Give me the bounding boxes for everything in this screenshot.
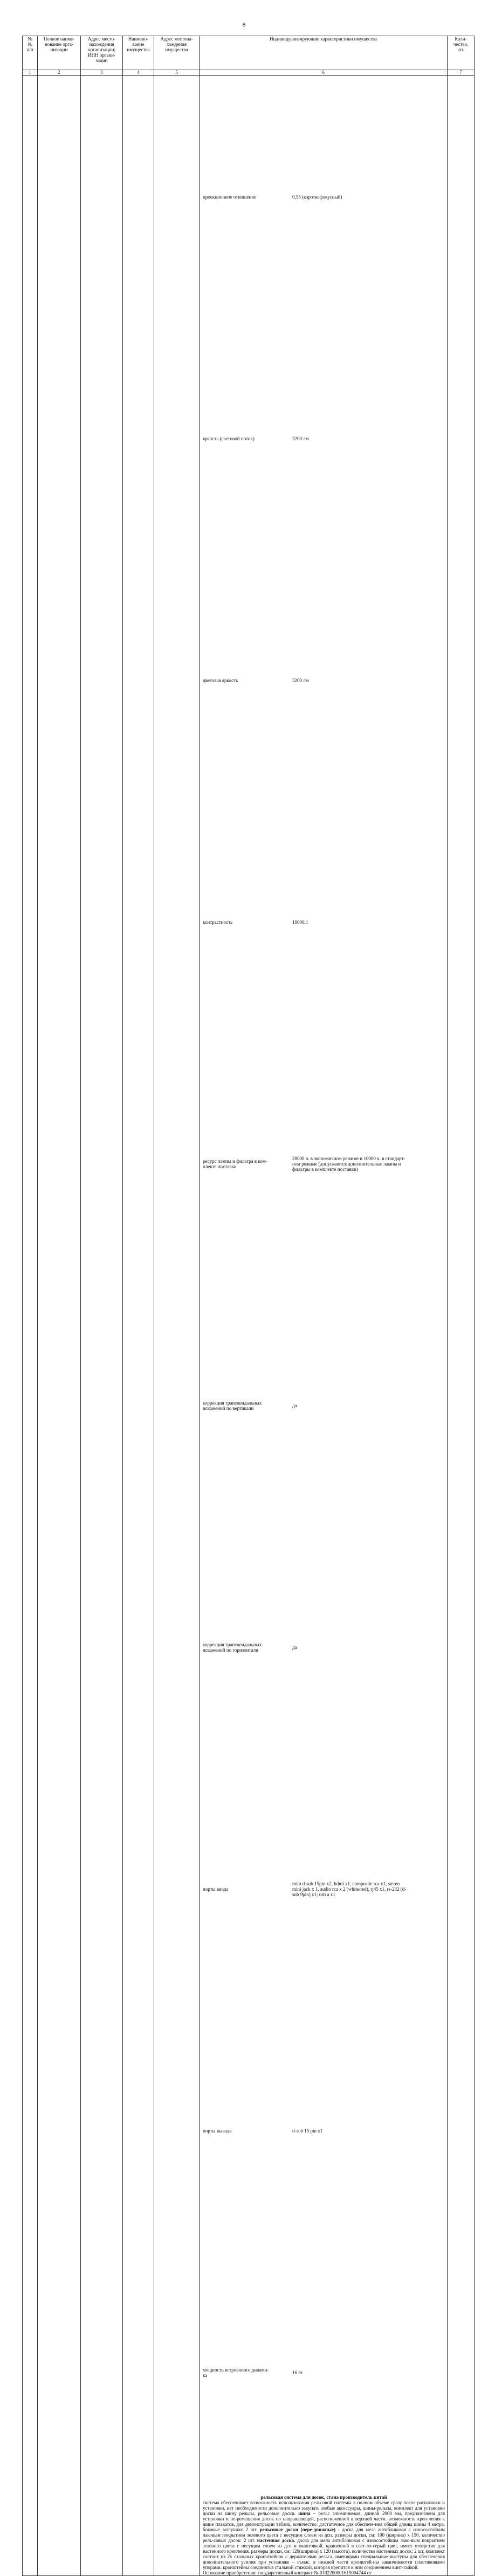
spec-row	[203, 2252, 445, 2493]
column-number: 4	[123, 70, 154, 76]
cell-characteristics	[200, 76, 448, 2576]
column-number-row	[23, 70, 475, 76]
spec-row	[203, 76, 445, 318]
spec-row	[203, 801, 445, 1043]
spec-label: яркость (световой поток)	[203, 436, 255, 441]
spec-value: да	[292, 1645, 297, 1650]
spec-value: mini d-sub 15pin x2, hdmi x1, composite rca x1, stereo mini jack x 1, audio rca x 2 (white/red), rj45 x1, rs-232 (d- sub 9pin) x1; usb a x1	[292, 1881, 407, 1897]
property-table	[22, 36, 475, 2576]
spec-row	[203, 560, 445, 801]
cell-property-address	[154, 76, 200, 2576]
spec-label: мощность встроенного динами- ка	[203, 2367, 269, 2378]
header-org-name: Полное наиме- нование орга- низации	[38, 36, 81, 70]
spec-value: да	[292, 1403, 297, 1408]
acquisition-basis: Основание приобретения: государственный контракт № 0102200001619004744 от	[203, 2570, 372, 2575]
spec-value: 20000 ч. в экономичном режиме и 10000 ч. в стандарт- ном режиме (допускаются дополнительные лампы и фильтры в комплекте поставки)	[292, 1156, 405, 1172]
cell-quantity	[448, 76, 475, 2576]
spec-label: цветовая яркость	[203, 678, 238, 683]
header-quantity: Коли- чество, шт.	[448, 36, 475, 70]
spec-row	[203, 1285, 445, 1526]
column-number: 7	[448, 70, 475, 76]
spec-row	[203, 1768, 445, 2010]
spec-value: d-sub 15 pin x1	[292, 2128, 323, 2134]
spec-row	[203, 1043, 445, 1285]
spec-label: коррекция трапецеидальных искажений по вертикали	[203, 1400, 262, 1411]
cell-number	[23, 76, 38, 2576]
text-run: – рельс алюминиевая, длиной 2000 мм, предназначена для установки и пе-ремещения досок по направляющей, расположенной в верхней части. возможность креп-ления к шине плакатов, для демонстрации таблиц. количество: достаточное для обеспече-ния общей длины шины 4 метра. боковые заглушки: 2 шт.	[203, 2511, 445, 2532]
bold-term: настенная доска.	[257, 2538, 295, 2543]
content-row	[23, 76, 475, 2576]
header-org-address: Адрес место- нахождения организации; ИНН органи- зации	[81, 36, 123, 70]
spec-label: порты вывода	[203, 2128, 232, 2134]
column-number: 1	[23, 70, 38, 76]
spec-label: проекционное отношение	[203, 194, 257, 200]
header-property-address: Адрес местона- хождения имущества	[154, 36, 200, 70]
spec-label: коррекция трапецеидальных искажений по горизонтали	[203, 1642, 262, 1653]
spec-value: 0,55 (короткофокусный)	[292, 194, 342, 200]
header-property-name: Наимено- вание имущества	[123, 36, 154, 70]
spec-value: 16 вт	[292, 2370, 303, 2375]
spec-label: порты ввода	[203, 1886, 229, 1892]
text-run: доска для мела антибликовая с износостойким лако-вым покрытием зеленого цвета с несущим слоем из дсп и окантовкой, крашенной в свет-ло-серый цвет, имеет отверстия для настенного крепления. размеры доски, см: 120(ширина) х 120 (высота). количество настенных досок: 2 шт. комплект состоит из 2х стальных кронштейнов с держателями рельса, имеющими специальные выступы для обеспечения дополнительного усилия при установке – съемс. в нижней части кронштей-ны заканчиваются пластиковыми упорами. кронштейны соединятся стальной стяжкой, которая крепится к ним соединением винт-гайкой.	[203, 2538, 445, 2570]
page-number: 8	[242, 22, 246, 28]
spec-value: 3200 лм	[292, 678, 309, 683]
column-number: 2	[38, 70, 81, 76]
spec-row	[203, 1526, 445, 1768]
spec-row	[203, 2010, 445, 2252]
header-characteristics: Индивидуализирующие характеристики имущества	[200, 36, 448, 70]
spec-value: 3200 лм	[292, 436, 309, 441]
column-number: 3	[81, 70, 123, 76]
cell-org-address	[81, 76, 123, 2576]
description-paragraph	[203, 2500, 445, 2570]
header-number: № № п/п	[23, 36, 38, 70]
spec-value: 16000:1	[292, 919, 308, 925]
text-run: - доска для мела антибликовая с износостойким лаковым покрытием зеленого цвета с несущим слоем из дсп. размеры доски, см: 100 (ширина) х 150. количество рель-совых досок: 2 шт.	[203, 2527, 445, 2543]
bold-term: рельсовые доски (пере-движные)	[259, 2527, 335, 2532]
bold-term: шина	[298, 2511, 311, 2516]
column-number: 6	[200, 70, 448, 76]
spec-row	[203, 318, 445, 560]
column-number: 5	[154, 70, 200, 76]
spec-table	[203, 76, 445, 2493]
text-run: система обеспечивает возможность использования рельсовой системы в полном объеме сразу после распаковки и установки, нет необходимости дополнительно закупать любые аксессуары, шины-рельсы, комплект для установки доски на шину рельсы, рельсовые доски.	[203, 2500, 445, 2516]
spec-label: контрастность	[203, 919, 233, 925]
section-title: рельсовая система для досок, стана производитель китай	[260, 2495, 387, 2500]
cell-org-name	[38, 76, 81, 2576]
cell-property-name	[123, 76, 154, 2576]
spec-label: ресурс лампы и фильтра в ком- плекте поставки	[203, 1158, 267, 1169]
header-row	[23, 36, 475, 70]
